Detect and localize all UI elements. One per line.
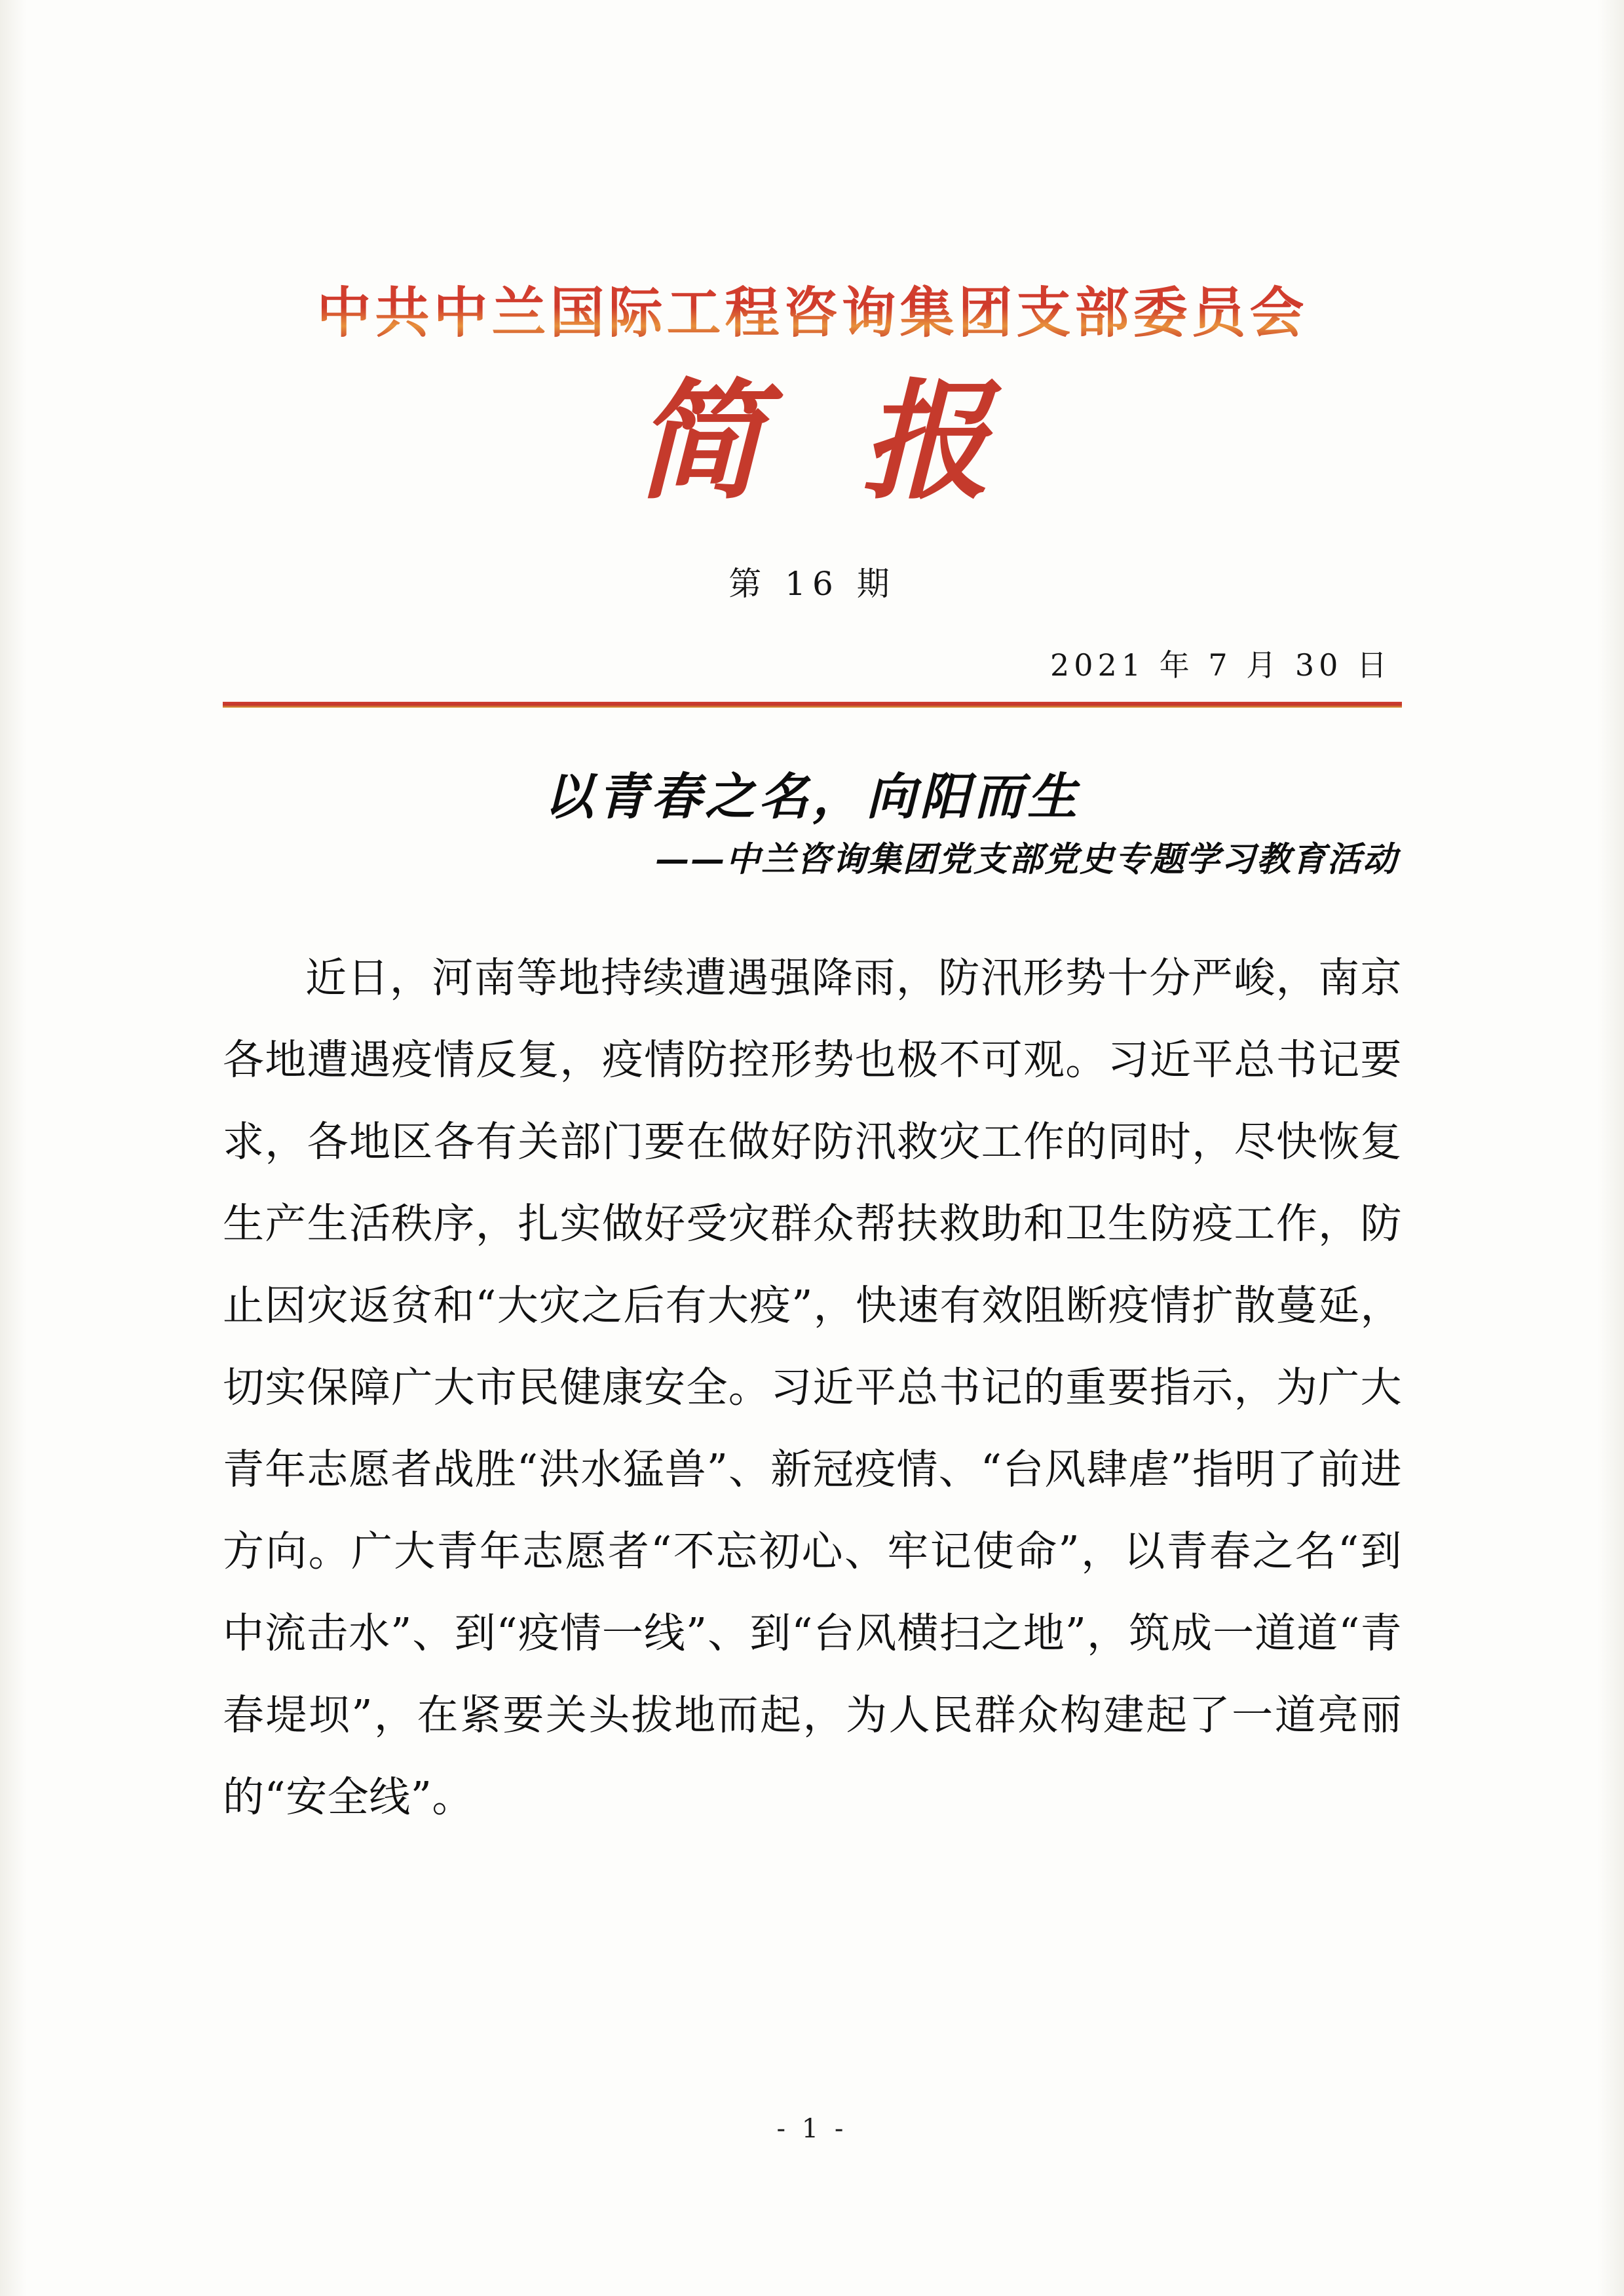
paper-edge-left <box>0 0 26 2296</box>
article-body <box>223 937 1402 1838</box>
issue-date: 2021 年 7 月 30 日 <box>1050 647 1391 683</box>
paper-edge-right <box>1598 0 1624 2296</box>
page-number: - 1 - <box>776 2114 848 2144</box>
issue-number: 第 16 期 <box>728 564 896 603</box>
bulletin-title: 简报 <box>634 366 1088 518</box>
masthead-organization-title: 中共中兰国际工程咨询集团支部委员会 <box>223 283 1402 343</box>
article-title: 以青春之名，向阳而生 <box>544 767 1081 826</box>
red-divider-rule <box>223 702 1402 708</box>
body-paragraph: 近日，河南等地持续遭遇强降雨，防汛形势十分严峻，南京各地遭遇疫情反复，疫情防控形势也极不可观。习近平总书记要求，各地区各有关部门要在做好防汛救灾工作的同时，尽快恢复生产生活秩序，扎实做好受灾群众帮扶救助和卫生防疫工作，防止因灾返贫和“大灾之后有大疫”，快速有效阻断疫情扩散蔓延，切实保障广大市民健康安全。习近平总书记的重要指示，为广大青年志愿者战胜“洪水猛兽”、新冠疫情、“台风肆虐”指明了前进方向。广大青年志愿者“不忘初心、牢记使命”，以青春之名“到中流击水”、到“疫情一线”、到“台风横扫之地”，筑成一道道“青春堤坝”，在紧要关头拔地而起，为人民群众构建起了一道亮丽的“安全线”。 <box>223 953 1402 1821</box>
page-content <box>223 0 1402 1838</box>
article-subtitle: ——中兰咨询集团党支部党史专题学习教育活动 <box>654 839 1398 879</box>
